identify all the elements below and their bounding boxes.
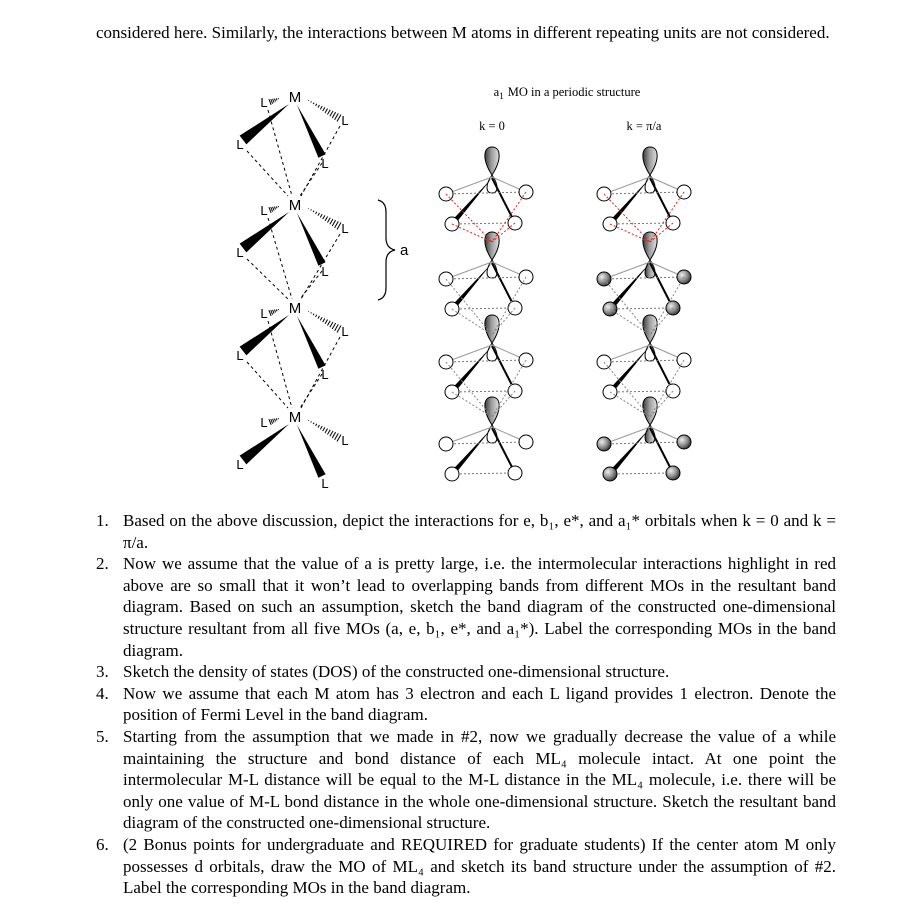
- question-text: (2 Bonus points for undergraduate and REQUIRED for graduate students) If the center atom M only possesses d orbitals, draw the MO of ML₄ and sketch its band structure under the assumption of #2. Label the corresponding MOs in the band diagram.: [123, 834, 836, 898]
- metal-atom-label: M: [288, 89, 302, 106]
- ligand-label: L: [321, 367, 329, 382]
- ligand-wedge-bond: [240, 104, 289, 144]
- question-item: 5. Starting from the assumption that we made in #2, now we gradually decrease the value of a while maintaining the structure and bond distance of each ML₄ molecule intact. At one point the intermolecular M-L distance will be equal to the M-L distance in the ML₄ molecule, i.e. there will be only one value of M-L bond distance in the whole one-dimensional structure. Sketch the resultant band diagram of the constructed one-dimensional structure.: [96, 726, 836, 833]
- ligand-orbital: [597, 437, 611, 451]
- ligand-plane-line: [610, 391, 673, 392]
- ligand-orbital: [519, 435, 533, 449]
- ligand-hash-bond: [308, 311, 341, 332]
- ligand-plane-line: [446, 192, 526, 194]
- intro-paragraph: considered here. Similarly, the interactions between M atoms in different repeating units are not considered.: [96, 23, 830, 42]
- bond-line: [492, 178, 515, 223]
- ligand-hash-bond: [269, 98, 279, 105]
- ligand-orbital: [603, 467, 617, 481]
- interaction-dash: [300, 271, 322, 299]
- question-list: [96, 510, 836, 899]
- ligand-label: L: [321, 264, 329, 279]
- ligand-wedge-bond: [240, 212, 289, 252]
- question-text: Starting from the assumption that we made in #2, now we gradually decrease the value of a while maintaining the structure and bond distance of each ML₄ molecule intact. At one point the intermolecular M-L distance will be equal to the M-L distance in the ML₄ molecule, i.e. there will be only one value of M-L bond distance in the whole one-dimensional structure. Sketch the resultant band diagram of the constructed one-dimensional structure.: [123, 726, 836, 833]
- ligand-plane-line: [452, 391, 515, 392]
- question-text: Now we assume that each M atom has 3 electron and each L ligand provides 1 electron. Denote the position of Fermi Level in the band diagram.: [123, 683, 836, 725]
- orbital-lobe: [485, 147, 499, 175]
- ligand-plane-line: [604, 192, 684, 194]
- ligand-plane-line: [452, 308, 515, 309]
- ligand-plane-line: [604, 277, 684, 279]
- question-text: Sketch the density of states (DOS) of the constructed one-dimensional structure.: [123, 662, 670, 682]
- interaction-dash: [247, 151, 288, 196]
- ligand-label: L: [236, 457, 244, 472]
- orbital-lobe: [643, 232, 657, 260]
- orbital-lobe: [643, 397, 657, 425]
- ligand-plane-line: [610, 473, 673, 474]
- ligand-hash-bond: [308, 208, 341, 229]
- figure-title: $a_1$ MO in a periodic structure: [493, 85, 641, 101]
- ligand-label: L: [341, 113, 349, 128]
- question-text: Based on the above discussion, depict the interactions for e, b₁, e*, and a₁* orbitals when k = 0 and k = π/a.: [123, 511, 836, 552]
- interaction-dash: [247, 362, 288, 408]
- question-item: 2. Now we assume that the value of a is pretty large, i.e. the intermolecular interactions highlight in red above are so small that it won’t lead to overlapping bands from different MOs in the resultant band diagram. Based on such an assumption, sketch the band diagram of the constructed one-dimensional structure resultant from all five MOs (a, e, b₁, e*, and a₁*). Label the corresponding MOs in the band diagram.: [96, 554, 836, 660]
- ligand-plane-line: [604, 442, 684, 444]
- repeat-label: a: [400, 242, 409, 259]
- ligand-label: L: [341, 324, 349, 339]
- ligand-label: L: [341, 433, 349, 448]
- question-item: 6. (2 Bonus points for undergraduate and REQUIRED for graduate students) If the center atom M only possesses d orbitals, draw the MO of ML₄ and sketch its band structure under the assumption of #2. Label the corresponding MOs in the band diagram.: [96, 834, 836, 898]
- ligand-plane-line: [452, 223, 515, 224]
- ligand-plane-line: [604, 360, 684, 362]
- bond-line: [650, 178, 673, 223]
- ligand-wedge-bond: [240, 315, 289, 355]
- ligand-label: L: [236, 137, 244, 152]
- k-pi-label: k = π/a: [626, 119, 662, 133]
- interaction-dash: [268, 321, 292, 408]
- ligand-plane-line: [446, 442, 526, 444]
- repeat-brace: [378, 200, 409, 300]
- ligand-wedge-bond: [297, 425, 326, 478]
- ligand-plane-line: [446, 360, 526, 362]
- interaction-dash: [268, 218, 292, 299]
- ligand-label: L: [236, 245, 244, 260]
- ligand-hash-bond: [308, 420, 341, 441]
- metal-atom-label: M: [288, 409, 302, 426]
- question-text: Now we assume that the value of a is pretty large, i.e. the intermolecular interactions highlight in red above are so small that it won’t lead to overlapping bands from different MOs in the resultant band diagram. Based on such an assumption, sketch the band diagram of the constructed one-dimensional structure resultant from all five MOs (a, e, b₁, e*, and a₁*). Label the corresponding MOs in the band diagram.: [123, 554, 836, 660]
- interaction-dash: [300, 374, 322, 408]
- metal-atom-label: M: [288, 197, 302, 214]
- ligand-label: L: [260, 306, 268, 321]
- ligand-wedge-bond: [297, 213, 326, 266]
- bond-line: [492, 428, 515, 473]
- ligand-label: L: [236, 348, 244, 363]
- interaction-dash: [301, 234, 340, 299]
- interaction-dash: [268, 110, 292, 196]
- ligand-wedge-bond: [240, 424, 289, 464]
- ligand-plane-line: [446, 277, 526, 279]
- question-item: 3. Sketch the density of states (DOS) of the constructed one-dimensional structure.: [96, 662, 670, 682]
- orbital-lobe: [485, 397, 499, 425]
- ligand-label: L: [321, 156, 329, 171]
- ligand-wedge-bond: [297, 105, 326, 158]
- mo-column-kpi: [597, 147, 691, 481]
- ligand-hash-bond: [269, 206, 279, 213]
- ligand-wedge-bond: [297, 316, 326, 369]
- ligand-label: L: [260, 95, 268, 110]
- ligand-hash-bond: [308, 100, 341, 121]
- k-zero-label: k = 0: [479, 119, 505, 133]
- metal-atom-label: M: [288, 300, 302, 317]
- question-item: 1. Based on the above discussion, depict the interactions for e, b₁, e*, and a₁* orbitals when k = 0 and k = π/a.: [96, 511, 836, 552]
- orbital-lobe: [643, 147, 657, 175]
- ligand-plane-line: [452, 473, 515, 474]
- ligand-label: L: [321, 476, 329, 491]
- bond-line: [650, 428, 673, 473]
- ligand-hash-bond: [269, 309, 279, 316]
- ligand-label: L: [260, 203, 268, 218]
- ligand-orbital: [439, 437, 453, 451]
- ml4-chain: [236, 89, 348, 491]
- ligand-orbital: [445, 467, 459, 481]
- ligand-orbital: [677, 435, 691, 449]
- ligand-label: L: [260, 415, 268, 430]
- ligand-orbital: [508, 466, 522, 480]
- mo-column-k0: [439, 147, 533, 481]
- ligand-label: L: [341, 221, 349, 236]
- question-item: 4. Now we assume that each M atom has 3 electron and each L ligand provides 1 electron. Denote the position of Fermi Level in the band diagram.: [96, 683, 836, 725]
- ligand-plane-line: [610, 223, 673, 224]
- ligand-hash-bond: [269, 418, 279, 425]
- ligand-orbital: [666, 466, 680, 480]
- orbital-lobe: [485, 232, 499, 260]
- ligand-plane-line: [610, 308, 673, 309]
